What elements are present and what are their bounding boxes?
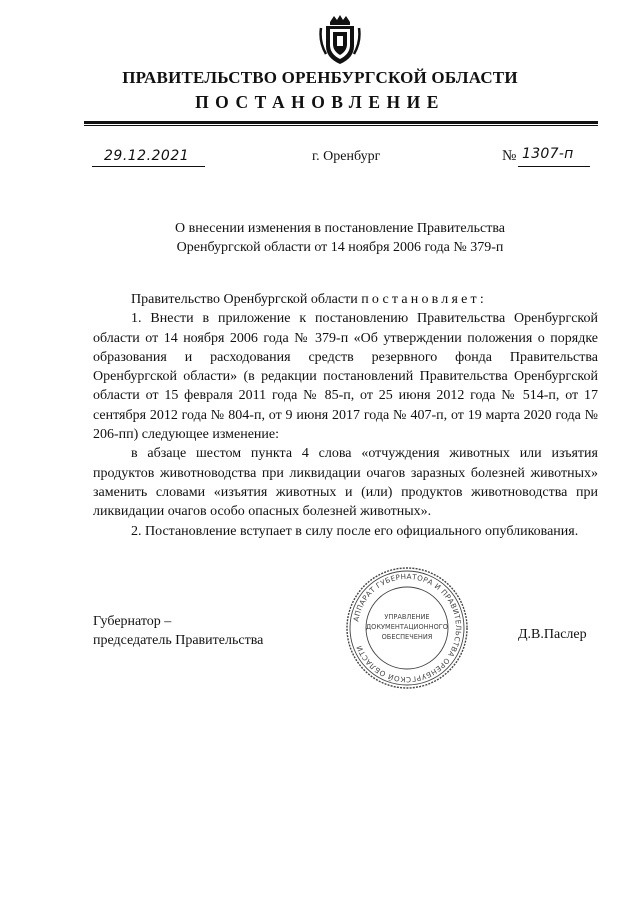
position-line: председатель Правительства bbox=[93, 633, 264, 648]
seal-center-line: УПРАВЛЕНИЕ bbox=[384, 613, 430, 621]
seal-center-line: ДОКУМЕНТАЦИОННОГО bbox=[366, 623, 448, 631]
seal-center-line: ОБЕСПЕЧЕНИЯ bbox=[381, 633, 433, 641]
paragraph-3: 2. Постановление вступает в силу после его официального опубликования. bbox=[131, 523, 579, 539]
subject-line: О внесении изменения в постановление Правительства bbox=[175, 221, 505, 236]
date-underline bbox=[92, 166, 205, 167]
intro-text: Правительство Оренбургской области bbox=[131, 292, 362, 307]
header-rule-thin bbox=[84, 125, 598, 126]
government-title: ПРАВИТЕЛЬСТВО ОРЕНБУРГСКОЙ ОБЛАСТИ bbox=[122, 68, 518, 87]
signatory-name: Д.В.Паслер bbox=[518, 627, 587, 642]
number-sign: № bbox=[502, 148, 517, 164]
header-rule-thick bbox=[84, 121, 598, 124]
seal-ring-text: АППАРАТ ГУБЕРНАТОРА И ПРАВИТЕЛЬСТВА ОРЕНБУРГСКОЙ ОБЛАСТИ bbox=[351, 571, 464, 685]
position-line: Губернатор – bbox=[93, 614, 172, 629]
official-seal bbox=[344, 565, 470, 691]
document-type: ПОСТАНОВЛЕНИЕ bbox=[195, 92, 445, 112]
paragraph-1: 1. Внести в приложение к постановлению Правительства Оренбургской области от 14 ноября 2006 года № 379-п «Об утверждении положения о порядке образования и расходования средств резервного фонда Правительства Оренбургской области» (в редакции постановлений Правительства Оренбургской области от 15 февраля 2011 года № 85-п, от 25 июня 2012 года № 514-п, от 17 сентября 2012 года № 804-п, от 9 июня 2017 года № 407-п, от 19 марта 2020 года № 206-пп) следующее изменение: bbox=[93, 311, 598, 443]
coat-of-arms-icon bbox=[318, 14, 362, 66]
subject-line: Оренбургской области от 14 ноября 2006 года № 379-п bbox=[176, 240, 504, 255]
signatory-position bbox=[93, 612, 263, 650]
document-date: 29.12.2021 bbox=[104, 148, 190, 164]
intro-paragraph bbox=[93, 290, 598, 309]
intro-spaced-word: постановляет: bbox=[361, 292, 487, 307]
document-subject bbox=[150, 219, 530, 257]
number-underline bbox=[518, 166, 590, 167]
document-number: 1307-п bbox=[522, 146, 574, 162]
document-city: г. Оренбург bbox=[312, 149, 381, 164]
paragraph-2: в абзаце шестом пункта 4 слова «отчуждения животных или изъятия продуктов животноводства при ликвидации очагов заразных болезней животных» заменить словами «изъятия животных и (или) продуктов животноводства при ликвидации очагов особо опасных болезней животных». bbox=[93, 446, 598, 520]
document-body bbox=[93, 290, 598, 541]
